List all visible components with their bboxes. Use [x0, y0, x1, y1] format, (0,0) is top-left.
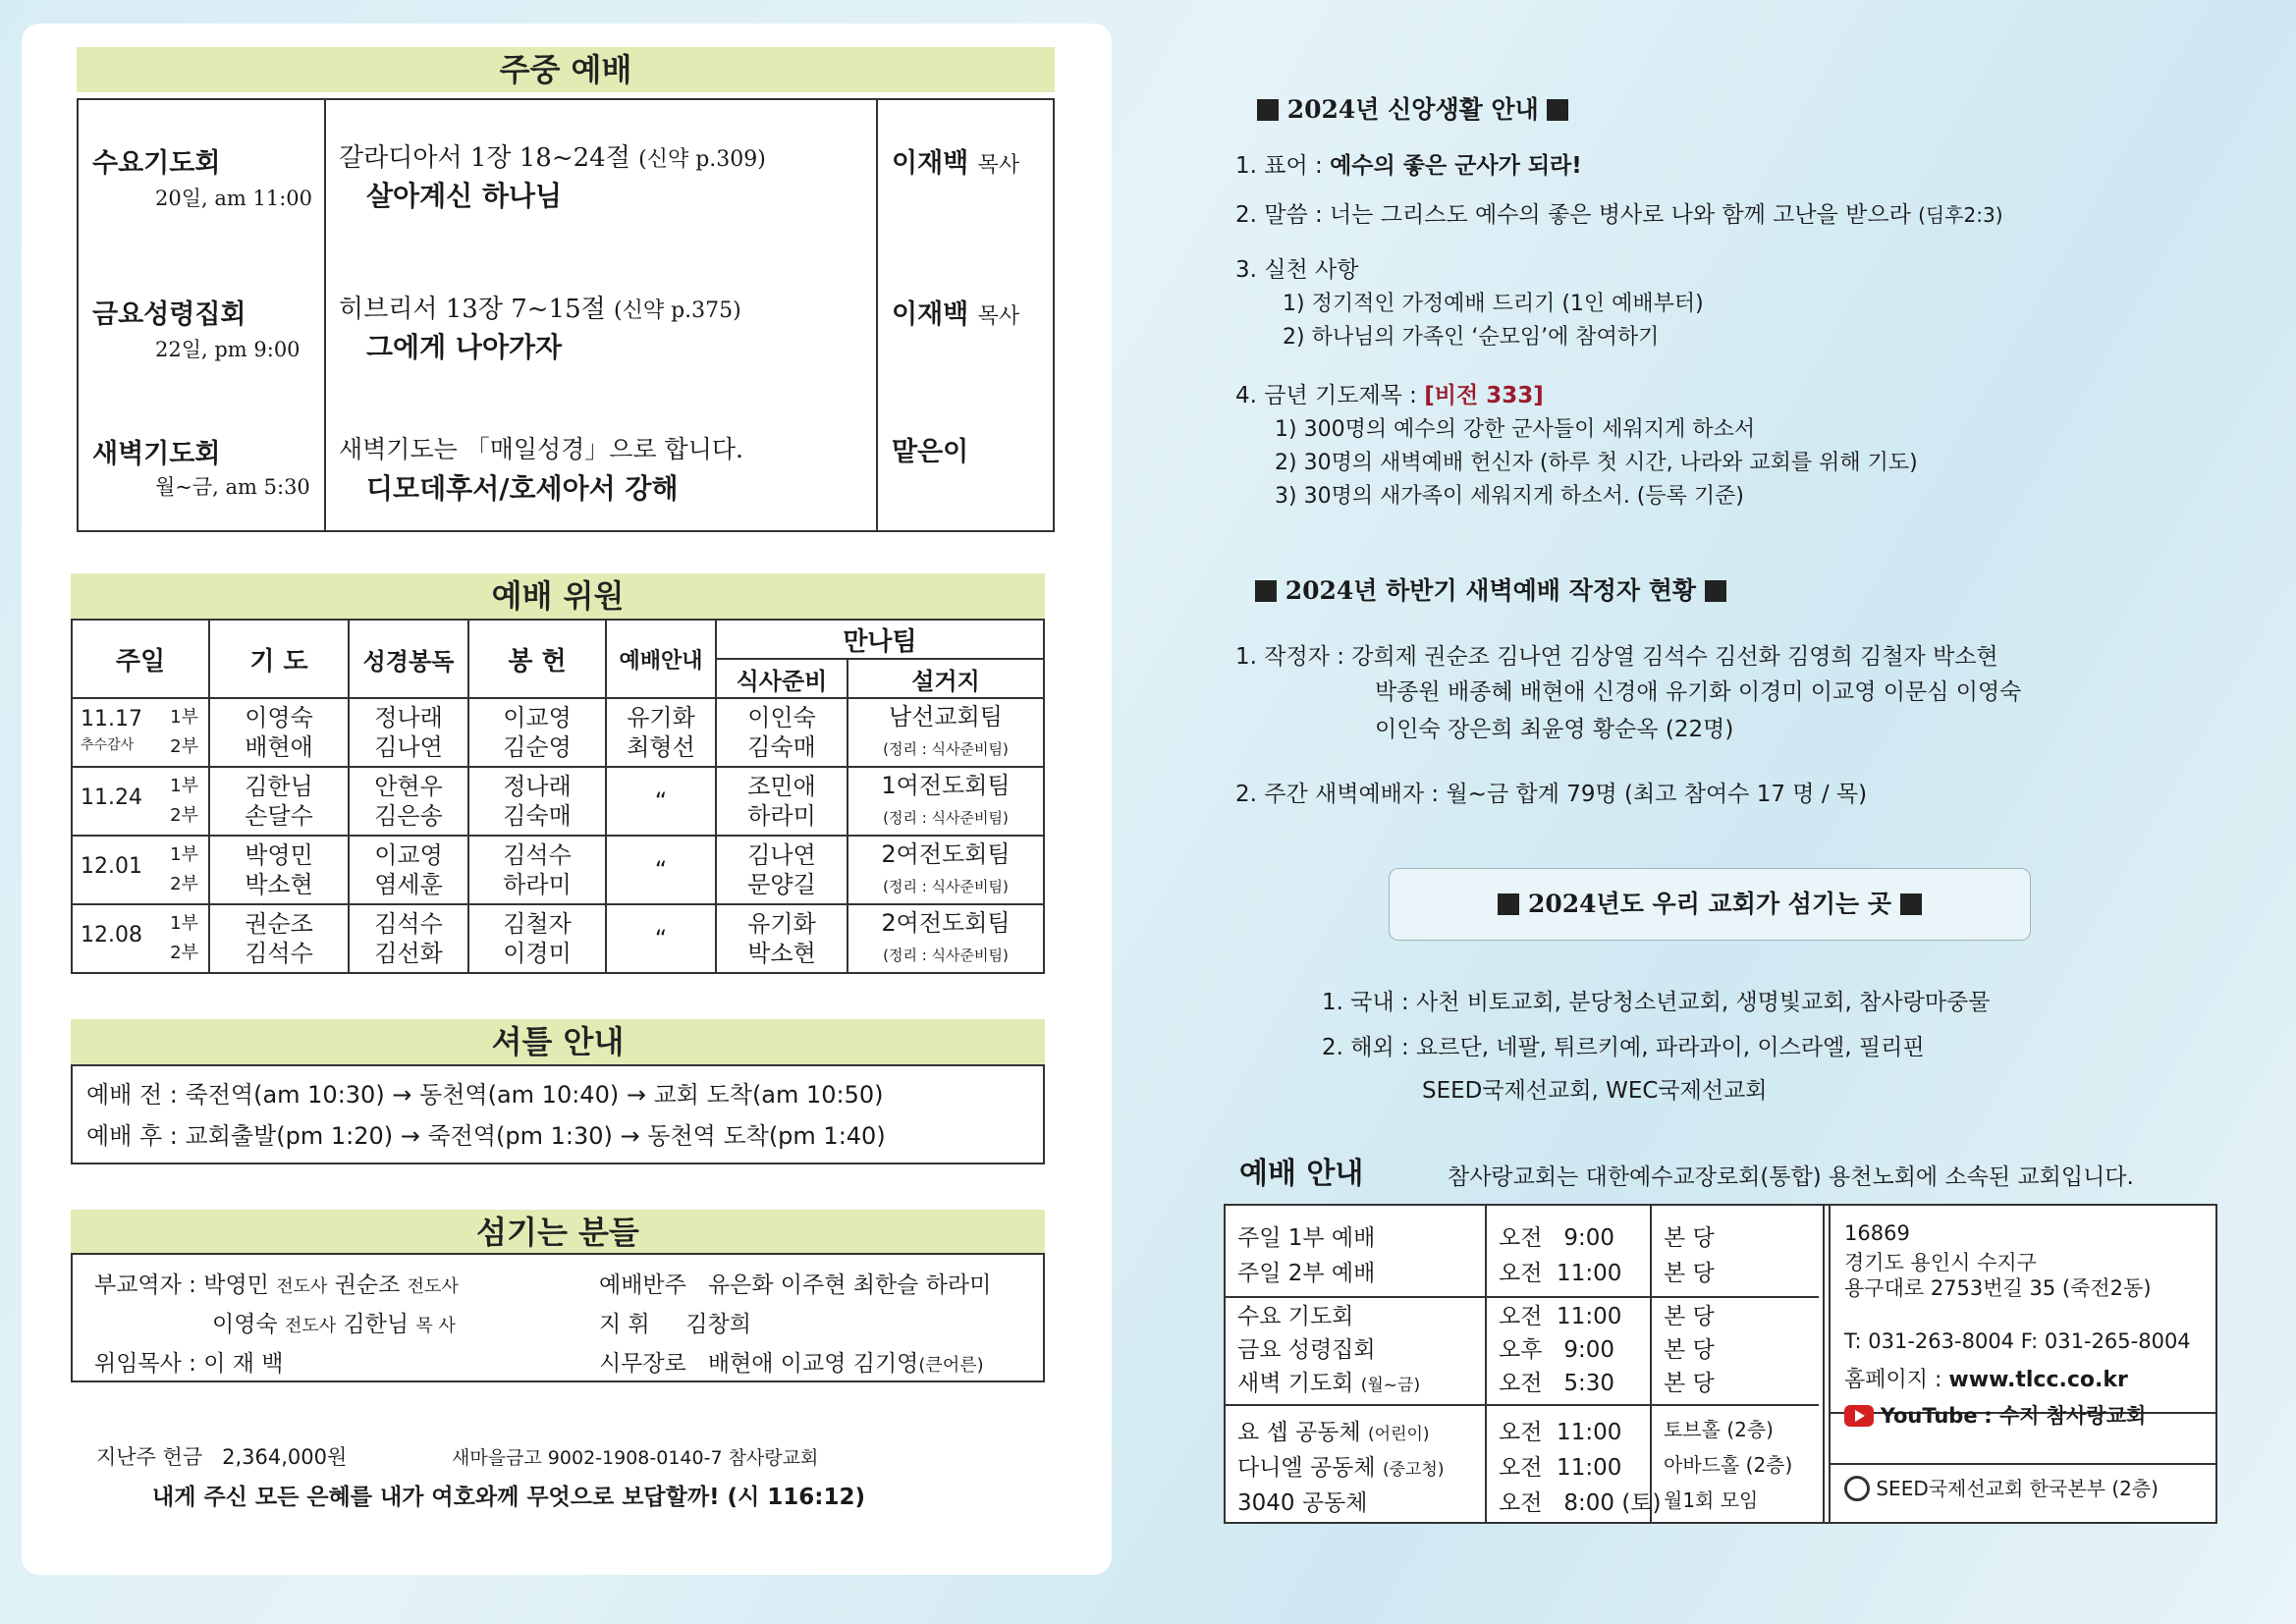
- duty-prayer: 이영숙 배현애: [209, 698, 349, 767]
- service-time: 오전 11:00: [1499, 1304, 1622, 1329]
- affiliation-text: 참사랑교회는 대한예수교장로회(통합) 용천노회에 소속된 교회입니다.: [1448, 1164, 2134, 1190]
- duty-guide: 유기화 최형선: [606, 698, 716, 767]
- duty-prayer: 김한님 손달수: [209, 767, 349, 836]
- worship-table: [77, 98, 1055, 532]
- duty-date: 11.17 추수감사 1부 2부: [72, 698, 209, 767]
- table-row: [72, 904, 1044, 973]
- square-bullet-icon: [1498, 893, 1519, 915]
- worship-row: [79, 100, 1053, 247]
- assoc-line-2: 이영숙 전도사 김한님 목 사: [212, 1312, 456, 1337]
- service-name: 다니엘 공동체 (중고청): [1237, 1455, 1445, 1481]
- faith-item-4-2: 2) 30명의 새벽예배 헌신자 (하루 첫 시간, 나라와 교회를 위해 기도): [1275, 451, 1918, 475]
- duty-reading: 이교영 염세훈: [349, 836, 468, 904]
- worship-time: 20일, am 11:00: [155, 187, 312, 210]
- service-place: 본 당: [1664, 1225, 1715, 1251]
- table-row: [72, 767, 1044, 836]
- col-guide: 예배안내: [606, 620, 716, 698]
- service-place: 본 당: [1664, 1337, 1715, 1363]
- youtube-icon: [1844, 1405, 1874, 1427]
- duty-prayer: 권순조 김석수: [209, 904, 349, 973]
- admin-line: 시무장로 배현애 이교영 김기영(큰어른): [599, 1351, 984, 1377]
- duty-meal: 유기화 박소현: [716, 904, 847, 973]
- worship-sermon-title: 살아계신 하나님: [366, 180, 563, 212]
- faith-item-3: 3. 실천 사항: [1235, 257, 1359, 283]
- square-bullet-icon: [1705, 580, 1726, 602]
- col-dish: 설거지: [847, 659, 1044, 698]
- duty-guide: “: [606, 904, 716, 973]
- duty-meal: 이인숙 김숙매: [716, 698, 847, 767]
- duty-guide: “: [606, 836, 716, 904]
- worship-name: 새벽기도회: [92, 439, 221, 469]
- duty-reading: 정나래 김나연: [349, 698, 468, 767]
- servants-box: [71, 1253, 1045, 1382]
- service-info-box: [1224, 1204, 2217, 1524]
- square-bullet-icon: [1900, 893, 1922, 915]
- phone-fax: T: 031-263-8004 F: 031-265-8004: [1844, 1329, 2191, 1353]
- col-reading: 성경봉독: [349, 620, 468, 698]
- service-time: 오전 5:30: [1499, 1371, 1615, 1396]
- service-place: 본 당: [1664, 1304, 1715, 1329]
- seed-mission: SEED국제선교회 한국본부 (2층): [1844, 1473, 2159, 1501]
- duty-offering: 김철자 이경미: [468, 904, 606, 973]
- duty-date: 11.24 1부 2부: [72, 767, 209, 836]
- shuttle-title-bar: 셔틀 안내: [71, 1019, 1045, 1064]
- worship-name: 수요기도회: [92, 148, 221, 179]
- duty-dish: 남선교회팀 (정리 : 식사준비팀): [847, 698, 1044, 767]
- dawn-title: 2024년 하반기 새벽예배 작정자 현황: [1255, 571, 1726, 607]
- servants-title-bar: 섬기는 분들: [71, 1210, 1045, 1255]
- worship-sermon-title: 그에게 나아가자: [366, 331, 563, 363]
- worship-row: [79, 247, 1053, 395]
- service-time: 오전 11:00: [1499, 1420, 1622, 1445]
- col-week: 주일: [72, 620, 209, 698]
- service-place: 본 당: [1664, 1261, 1715, 1286]
- youtube-channel[interactable]: YouTube : 수지 참사랑교회: [1844, 1400, 2146, 1430]
- duty-meal: 조민애 하라미: [716, 767, 847, 836]
- worship-time: 월~금, am 5:30: [155, 475, 310, 499]
- service-time: 오전 8:00 (토): [1499, 1490, 1662, 1516]
- duty-prayer: 박영민 박소현: [209, 836, 349, 904]
- duty-title-bar: 예배 위원: [71, 573, 1045, 619]
- duty-reading: 김석수 김선화: [349, 904, 468, 973]
- dawn-list-3: 이인숙 장은희 최윤영 황순옥 (22명): [1375, 717, 1734, 742]
- dawn-list-2: 박종원 배종혜 배현애 신경애 유기화 이경미 이교영 이문심 이영숙: [1375, 679, 2022, 705]
- duty-offering: 이교영 김순영: [468, 698, 606, 767]
- duty-dish: 2여전도회팀 (정리 : 식사준비팀): [847, 836, 1044, 904]
- address-zip: 16869: [1844, 1221, 1910, 1245]
- col-meal: 식사준비: [716, 659, 847, 698]
- faith-title: 2024년 신앙생활 안내: [1257, 90, 1568, 126]
- duty-date: 12.08 1부 2부: [72, 904, 209, 973]
- service-name: 금요 성령집회: [1237, 1337, 1376, 1363]
- shuttle-after: 예배 후 : 교회출발(pm 1:20) → 죽전역(pm 1:30) → 동천역 도착(pm 1:40): [86, 1122, 886, 1150]
- duty-table: [71, 619, 1045, 699]
- duty-offering: 김석수 하라미: [468, 836, 606, 904]
- faith-item-4-1: 1) 300명의 예수의 강한 군사들이 세워지게 하소서: [1275, 417, 1756, 442]
- worship-scripture: 갈라디아서 1장 18~24절 (신약 p.309): [339, 143, 766, 173]
- duty-rows: [71, 697, 1045, 974]
- service-name: 3040 공동체: [1237, 1490, 1368, 1516]
- worship-name: 금요성령집회: [92, 299, 246, 330]
- square-bullet-icon: [1547, 99, 1568, 121]
- col-prayer: 기 도: [209, 620, 349, 698]
- faith-item-2: 2. 말씀 : 너는 그리스도 예수의 좋은 병사로 나와 함께 고난을 받으라 (딤후2:3): [1235, 202, 2003, 228]
- service-name: 주일 1부 예배: [1237, 1225, 1376, 1251]
- service-time: 오후 9:00: [1499, 1337, 1615, 1363]
- duty-guide: “: [606, 767, 716, 836]
- square-bullet-icon: [1257, 99, 1279, 121]
- service-place: 본 당: [1664, 1371, 1715, 1396]
- service-name: 수요 기도회: [1237, 1304, 1354, 1329]
- faith-item-4: 4. 금년 기도제목 : [비전 333]: [1235, 383, 1544, 408]
- worship-time: 22일, pm 9:00: [155, 338, 301, 361]
- worship-scripture: 새벽기도는 「매일성경」으로 합니다.: [339, 435, 743, 463]
- shuttle-before: 예배 전 : 죽전역(am 10:30) → 동천역(am 10:40) → 교회 도착(am 10:50): [86, 1081, 884, 1109]
- col-manna: 만나팀: [716, 620, 1044, 659]
- duty-dish: 2여전도회팀 (정리 : 식사준비팀): [847, 904, 1044, 973]
- homepage[interactable]: 홈페이지 : www.tlcc.co.kr: [1844, 1368, 2128, 1392]
- worship-preacher: 맡은이: [892, 437, 969, 467]
- table-row: [72, 836, 1044, 904]
- duty-meal: 김나연 문양길: [716, 836, 847, 904]
- bank-account: 새마을금고 9002-1908-0140-7 참사랑교회: [452, 1447, 819, 1469]
- service-time: 오전 9:00: [1499, 1225, 1615, 1251]
- service-time: 오전 11:00: [1499, 1261, 1622, 1286]
- address-line-1: 경기도 용인시 수지구: [1844, 1251, 2037, 1274]
- mission-overseas: 2. 해외 : 요르단, 네팔, 튀르키예, 파라과이, 이스라엘, 필리핀: [1322, 1035, 1925, 1060]
- service-place: 아바드홀 (2층): [1664, 1453, 1793, 1477]
- service-name: 주일 2부 예배: [1237, 1261, 1376, 1286]
- worship-title-bar: 주중 예배: [77, 47, 1055, 92]
- service-time: 오전 11:00: [1499, 1455, 1622, 1481]
- accomp-line: 예배반주 유은화 이주현 최한슬 하라미: [599, 1272, 992, 1298]
- worship-scripture: 히브리서 13장 7~15절 (신약 p.375): [339, 295, 741, 324]
- offering-total: 지난주 헌금 2,364,000원: [96, 1445, 348, 1469]
- table-row: [72, 698, 1044, 767]
- worship-preacher: 이재백 목사: [892, 299, 1020, 330]
- worship-sermon-title: 디모데후서/호세아서 강해: [366, 472, 679, 505]
- service-name: 요 셉 공동체 (어린이): [1237, 1420, 1430, 1445]
- conductor-line: 지 휘 김창희: [599, 1312, 751, 1337]
- col-offering: 봉 헌: [468, 620, 606, 698]
- service-place: 월1회 모임: [1664, 1489, 1759, 1512]
- worship-row: [79, 387, 1053, 534]
- service-place: 토브홀 (2층): [1664, 1418, 1774, 1441]
- mission-title: 2024년도 우리 교회가 섬기는 곳: [1389, 868, 2031, 941]
- service-info-title: 예배 안내: [1239, 1157, 1364, 1191]
- address-line-2: 용구대로 2753번길 35 (죽전2동): [1844, 1276, 2152, 1300]
- service-name: 새벽 기도회 (월~금): [1237, 1371, 1421, 1396]
- duty-table-wrap: [71, 619, 1045, 974]
- mission-domestic: 1. 국내 : 사천 비토교회, 분당청소년교회, 생명빛교회, 참사랑마중물: [1322, 990, 1991, 1015]
- duty-dish: 1여전도회팀 (정리 : 식사준비팀): [847, 767, 1044, 836]
- bible-verse: 내게 주신 모든 은혜를 내가 여호와께 무엇으로 보답할까! (시 116:12): [152, 1485, 866, 1510]
- worship-preacher: 이재백 목사: [892, 148, 1020, 179]
- faith-item-3-1: 1) 정기적인 가정예배 드리기 (1인 예배부터): [1283, 292, 1704, 316]
- mission-overseas-2: SEED국제선교회, WEC국제선교회: [1422, 1078, 1768, 1104]
- faith-item-4-3: 3) 30명의 새가족이 세워지게 하소서. (등록 기준): [1275, 484, 1744, 509]
- duty-reading: 안현우 김은송: [349, 767, 468, 836]
- duty-body: [71, 697, 1045, 974]
- pastor-line: 위임목사 : 이 재 백: [94, 1351, 284, 1377]
- faith-item-1: 1. 표어 : 예수의 좋은 군사가 되라!: [1235, 153, 1582, 179]
- duty-offering: 정나래 김숙매: [468, 767, 606, 836]
- seed-logo-icon: [1844, 1476, 1870, 1501]
- square-bullet-icon: [1255, 580, 1277, 602]
- shuttle-box: [71, 1064, 1045, 1164]
- dawn-list-1: 1. 작정자 : 강희제 권순조 김나연 김상열 김석수 김선화 김영희 김철자 박소현: [1235, 644, 1998, 670]
- assoc-line-1: 부교역자 : 박영민 전도사 권순조 전도사: [94, 1272, 459, 1298]
- duty-date: 12.01 1부 2부: [72, 836, 209, 904]
- faith-item-3-2: 2) 하나님의 가족인 ‘순모임’에 참여하기: [1283, 325, 1660, 350]
- dawn-weekly: 2. 주간 새벽예배자 : 월~금 합계 79명 (최고 참여수 17 명 / 목): [1235, 782, 1868, 807]
